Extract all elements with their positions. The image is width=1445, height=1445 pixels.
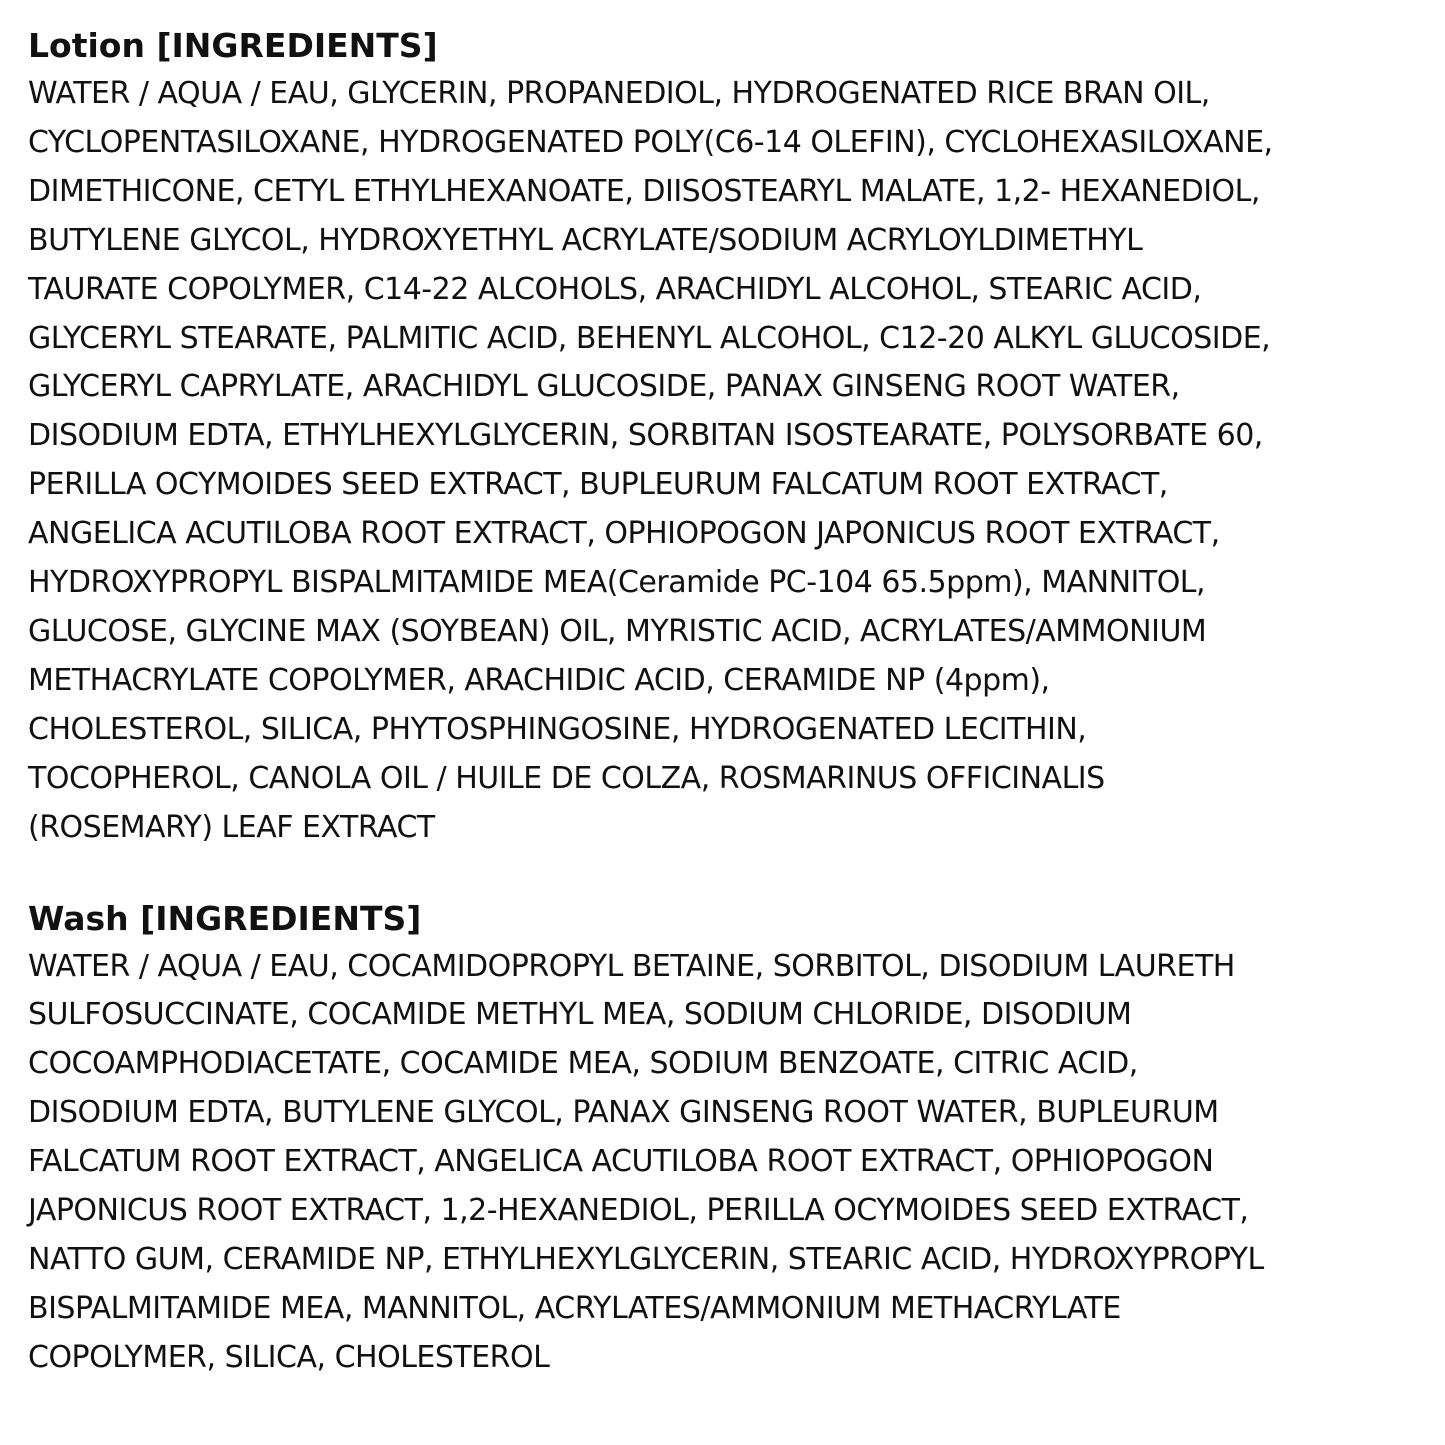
ingredient-line: SULFOSUCCINATE, COCAMIDE METHYL MEA, SODIUM CHLORIDE, DISODIUM bbox=[28, 997, 1132, 1033]
ingredient-line: GLYCERYL STEARATE, PALMITIC ACID, BEHENYL ALCOHOL, C12-20 ALKYL GLUCOSIDE, bbox=[28, 320, 1271, 356]
ingredients-document bbox=[28, 22, 1428, 1383]
wash-heading: Wash [INGREDIENTS] bbox=[28, 898, 422, 938]
ingredient-line: GLUCOSE, GLYCINE MAX (SOYBEAN) OIL, MYRISTIC ACID, ACRYLATES/AMMONIUM bbox=[28, 613, 1207, 649]
lotion-ingredients-text bbox=[28, 70, 1428, 853]
ingredient-line: DIMETHICONE, CETYL ETHYLHEXANOATE, DIISOSTEARYL MALATE, 1,2- HEXANEDIOL, bbox=[28, 173, 1260, 209]
ingredient-line: BISPALMITAMIDE MEA, MANNITOL, ACRYLATES/AMMONIUM METHACRYLATE bbox=[28, 1290, 1121, 1326]
ingredient-line: METHACRYLATE COPOLYMER, ARACHIDIC ACID, CERAMIDE NP (4ppm), bbox=[28, 662, 1050, 698]
wash-section bbox=[28, 895, 1428, 1383]
ingredient-line: DISODIUM EDTA, BUTYLENE GLYCOL, PANAX GINSENG ROOT WATER, BUPLEURUM bbox=[28, 1095, 1219, 1131]
ingredient-line: DISODIUM EDTA, ETHYLHEXYLGLYCERIN, SORBITAN ISOSTEARATE, POLYSORBATE 60, bbox=[28, 418, 1263, 454]
ingredient-line: GLYCERYL CAPRYLATE, ARACHIDYL GLUCOSIDE, PANAX GINSENG ROOT WATER, bbox=[28, 369, 1180, 405]
ingredient-line: BUTYLENE GLYCOL, HYDROXYETHYL ACRYLATE/SODIUM ACRYLOYLDIMETHYL bbox=[28, 222, 1143, 258]
lotion-heading: Lotion [INGREDIENTS] bbox=[28, 26, 438, 65]
ingredient-line: WATER / AQUA / EAU, COCAMIDOPROPYL BETAINE, SORBITOL, DISODIUM LAURETH bbox=[28, 948, 1235, 984]
ingredient-line: TAURATE COPOLYMER, C14-22 ALCOHOLS, ARACHIDYL ALCOHOL, STEARIC ACID, bbox=[28, 271, 1202, 307]
ingredient-line: FALCATUM ROOT EXTRACT, ANGELICA ACUTILOBA ROOT EXTRACT, OPHIOPOGON bbox=[28, 1144, 1214, 1180]
ingredient-line: COCOAMPHODIACETATE, COCAMIDE MEA, SODIUM BENZOATE, CITRIC ACID, bbox=[28, 1046, 1138, 1082]
ingredient-line: COPOLYMER, SILICA, CHOLESTEROL bbox=[28, 1339, 550, 1375]
wash-ingredients-text bbox=[28, 943, 1428, 1383]
ingredient-line: JAPONICUS ROOT EXTRACT, 1,2-HEXANEDIOL, PERILLA OCYMOIDES SEED EXTRACT, bbox=[28, 1193, 1249, 1229]
ingredient-line: (ROSEMARY) LEAF EXTRACT bbox=[28, 809, 435, 845]
lotion-section bbox=[28, 22, 1428, 853]
ingredient-line: WATER / AQUA / EAU, GLYCERIN, PROPANEDIOL, HYDROGENATED RICE BRAN OIL, bbox=[28, 76, 1210, 111]
ingredient-line: CYCLOPENTASILOXANE, HYDROGENATED POLY(C6-14 OLEFIN), CYCLOHEXASILOXANE, bbox=[28, 124, 1273, 160]
ingredient-line: PERILLA OCYMOIDES SEED EXTRACT, BUPLEURUM FALCATUM ROOT EXTRACT, bbox=[28, 467, 1168, 503]
ingredient-line: HYDROXYPROPYL BISPALMITAMIDE MEA(Ceramide PC-104 65.5ppm), MANNITOL, bbox=[28, 565, 1206, 601]
ingredient-line: NATTO GUM, CERAMIDE NP, ETHYLHEXYLGLYCERIN, STEARIC ACID, HYDROXYPROPYL bbox=[28, 1241, 1264, 1277]
ingredient-line: ANGELICA ACUTILOBA ROOT EXTRACT, OPHIOPOGON JAPONICUS ROOT EXTRACT, bbox=[28, 516, 1220, 552]
ingredient-line: CHOLESTEROL, SILICA, PHYTOSPHINGOSINE, HYDROGENATED LECITHIN, bbox=[28, 711, 1087, 747]
ingredient-line: TOCOPHEROL, CANOLA OIL / HUILE DE COLZA, ROSMARINUS OFFICINALIS bbox=[28, 760, 1105, 796]
